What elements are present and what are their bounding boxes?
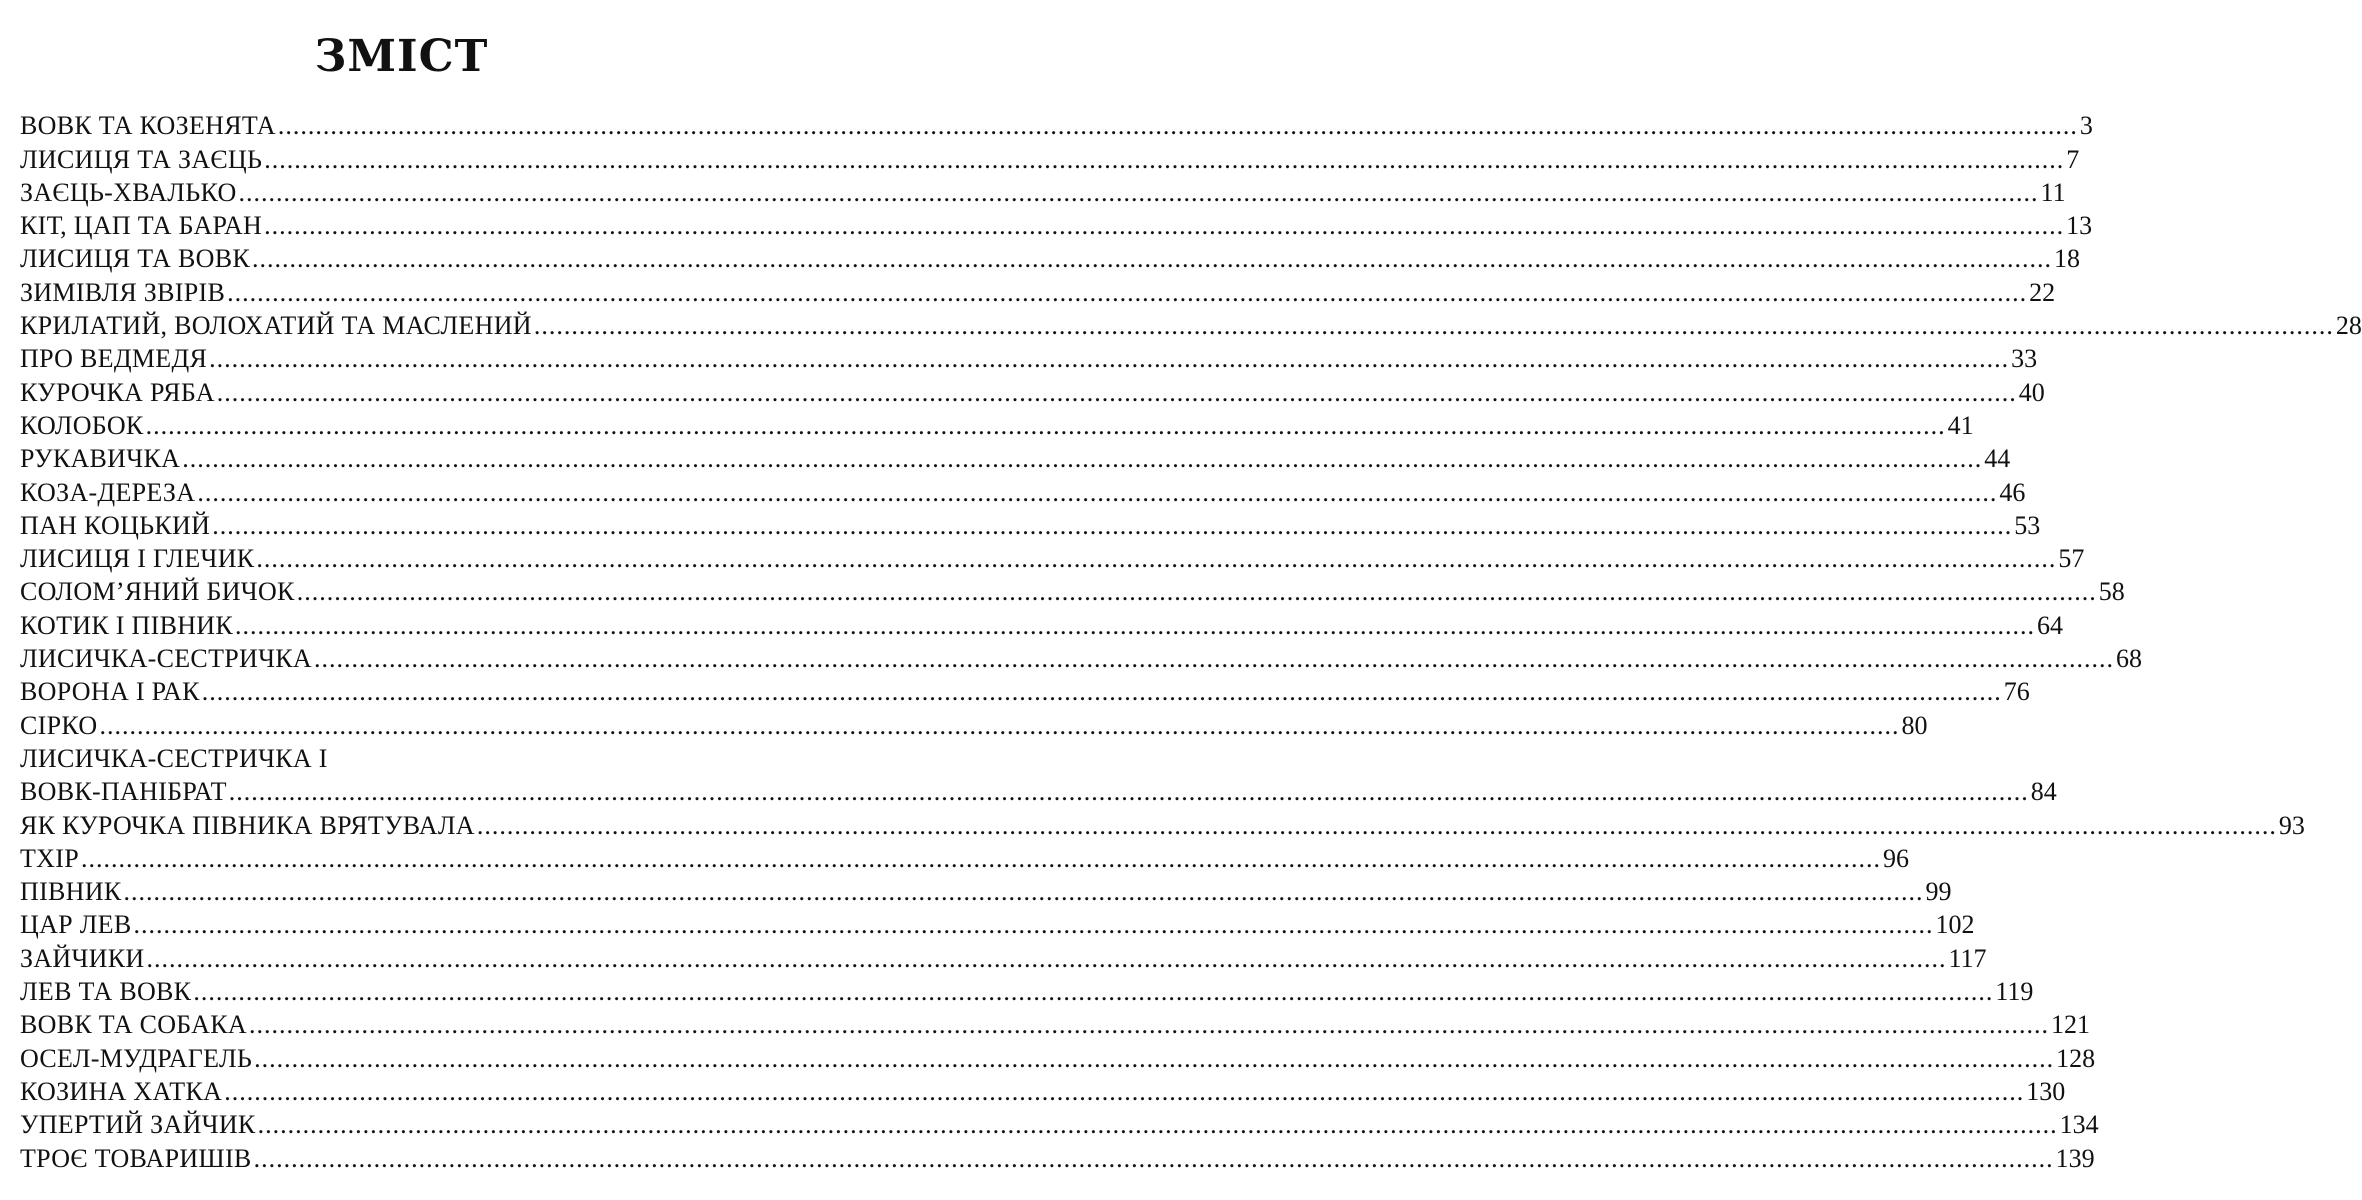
dot-leader: ................................................................................................................................................................................................................................................ (193, 977, 1994, 1007)
dot-leader: ................................................................................................................................................................................................................................................ (99, 710, 1900, 740)
toc-entry (20, 141, 2080, 174)
toc-entry-title: ЗАЄЦЬ-ХВАЛЬКО (20, 177, 237, 207)
dot-leader: ................................................................................................................................................................................................................................................ (235, 610, 2035, 640)
dot-leader: ................................................................................................................................................................................................................................................ (80, 843, 1881, 873)
table-of-contents (20, 108, 2362, 1174)
toc-entry (20, 1040, 2096, 1073)
toc-entry-title: ОСЕЛ-МУДРАГЕЛЬ (20, 1043, 253, 1073)
dot-leader: ................................................................................................................................................................................................................................................ (212, 510, 2013, 540)
page-title: ЗМІСТ (314, 31, 489, 82)
dot-leader: ................................................................................................................................................................................................................................................ (257, 1110, 2058, 1140)
dot-leader: ................................................................................................................................................................................................................................................ (133, 910, 1934, 940)
toc-page-number: 80 (1901, 710, 1928, 740)
dot-leader: ................................................................................................................................................................................................................................................ (182, 444, 1983, 474)
toc-entry-title: СОЛОМ’ЯНИЙ БИЧОК (20, 577, 295, 607)
toc-entry (20, 541, 2085, 574)
toc-entry-title: ЛИСИЦЯ ТА ЗАЄЦЬ (20, 144, 263, 174)
toc-entry-title: ВОВК ТА КОЗЕНЯТА (20, 111, 276, 141)
toc-page-number: 117 (1948, 943, 1987, 973)
toc-entry-title: ВОВК-ПАНІБРАТ (20, 777, 227, 807)
toc-entry-title: ПРО ВЕДМЕДЯ (20, 344, 208, 374)
toc-entry-title: КУРОЧКА РЯБА (20, 377, 215, 407)
dot-leader: ................................................................................................................................................................................................................................................ (123, 877, 1924, 907)
toc-page-number: 128 (2056, 1043, 2096, 1073)
dot-leader: ................................................................................................................................................................................................................................................ (248, 1010, 2049, 1040)
toc-page-number: 33 (2011, 344, 2038, 374)
toc-entry-title: УПЕРТИЙ ЗАЙЧИК (20, 1110, 256, 1140)
toc-entry-title: ЛИСИЧКА-СЕСТРИЧКА І (20, 743, 328, 773)
dot-leader: ................................................................................................................................................................................................................................................ (256, 544, 2057, 574)
toc-page-number: 139 (2055, 1143, 2095, 1173)
toc-page-number: 93 (2278, 810, 2305, 840)
toc-page-number: 40 (2018, 377, 2045, 407)
toc-entry (20, 508, 2041, 541)
dot-leader: ................................................................................................................................................................................................................................................ (264, 211, 2065, 241)
toc-entry-title: КОЗИНА ХАТКА (20, 1076, 223, 1106)
toc-page-number: 7 (2066, 144, 2080, 174)
dot-leader: ................................................................................................................................................................................................................................................ (146, 943, 1947, 973)
toc-entry (20, 674, 2030, 707)
dot-leader: ................................................................................................................................................................................................................................................ (224, 1076, 2025, 1106)
dot-leader: ................................................................................................................................................................................................................................................ (254, 1043, 2055, 1073)
toc-page-number: 102 (1935, 910, 1975, 940)
toc-page-number: 76 (2003, 677, 2030, 707)
toc-entry-title: КОТИК І ПІВНИК (20, 610, 233, 640)
toc-entry (20, 607, 2063, 640)
toc-page-number: 134 (2059, 1110, 2099, 1140)
toc-entry (20, 1007, 2090, 1040)
toc-entry (20, 841, 1909, 874)
dot-leader: ................................................................................................................................................................................................................................................ (296, 577, 2097, 607)
toc-entry (20, 474, 2026, 507)
dot-leader: ................................................................................................................................................................................................................................................ (209, 344, 2010, 374)
toc-entry-title: СІРКО (20, 710, 98, 740)
toc-entry-title: ЛЕВ ТА ВОВК (20, 977, 192, 1007)
toc-entry (20, 574, 2125, 607)
toc-page-number: 68 (2116, 644, 2143, 674)
toc-entry-title: ВОВК ТА СОБАКА (20, 1010, 247, 1040)
toc-entry (20, 374, 2045, 407)
toc-page-number: 64 (2037, 610, 2063, 640)
toc-page-number: 44 (1984, 444, 2011, 474)
dot-leader: ................................................................................................................................................................................................................................................ (216, 377, 2017, 407)
toc-entry (20, 807, 2305, 840)
toc-page-number: 18 (2054, 244, 2081, 274)
toc-entry-title: ВОРОНА І РАК (20, 677, 200, 707)
toc-page-number: 22 (2029, 277, 2056, 307)
toc-entry-title: ЛИСИЦЯ ТА ВОВК (20, 244, 251, 274)
dot-leader: ................................................................................................................................................................................................................................................ (314, 644, 2115, 674)
toc-entry (20, 108, 2093, 141)
toc-entry-title: КІТ, ЦАП ТА БАРАН (20, 211, 263, 241)
toc-entry (20, 907, 1975, 940)
dot-leader: ................................................................................................................................................................................................................................................ (197, 477, 1998, 507)
dot-leader: ................................................................................................................................................................................................................................................ (533, 311, 2334, 341)
toc-page-number: 119 (1995, 977, 2034, 1007)
toc-entry (20, 241, 2081, 274)
toc-page-number: 99 (1925, 877, 1952, 907)
toc-page-number: 84 (2030, 777, 2057, 807)
dot-leader: ................................................................................................................................................................................................................................................ (253, 1143, 2054, 1173)
toc-entry-title: ПАН КОЦЬКИЙ (20, 510, 211, 540)
toc-entry (20, 641, 2143, 674)
dot-leader: ................................................................................................................................................................................................................................................ (252, 244, 2053, 274)
toc-page-number: 3 (2079, 111, 2093, 141)
toc-entry-title: ЯК КУРОЧКА ПІВНИКА ВРЯТУВАЛА (20, 810, 475, 840)
toc-entry (20, 308, 2362, 341)
toc-entry-title: КОЗА-ДЕРЕЗА (20, 477, 196, 507)
dot-leader: ................................................................................................................................................................................................................................................ (238, 177, 2039, 207)
toc-entry-title: ТХІР (20, 843, 79, 873)
dot-leader: ................................................................................................................................................................................................................................................ (145, 410, 1946, 440)
toc-page-number: 53 (2014, 510, 2041, 540)
toc-entry-title: ТРОЄ ТОВАРИШІВ (20, 1143, 252, 1173)
toc-entry-title: ПІВНИК (20, 877, 122, 907)
toc-entry (20, 175, 2066, 208)
toc-page-number: 121 (2050, 1010, 2090, 1040)
toc-entry-title: ЗАЙЧИКИ (20, 943, 145, 973)
toc-page-number: 41 (1947, 410, 1974, 440)
toc-entry-title: ЦАР ЛЕВ (20, 910, 132, 940)
toc-entry-title: КОЛОБОК (20, 410, 144, 440)
toc-entry (20, 940, 1987, 973)
toc-entry-title: ЛИСИЧКА-СЕСТРИЧКА (20, 644, 313, 674)
toc-entry (20, 874, 1952, 907)
toc-entry (20, 707, 1928, 740)
toc-entry-title: ЗИМІВЛЯ ЗВІРІВ (20, 277, 226, 307)
toc-page-number: 11 (2040, 177, 2066, 207)
toc-entry (20, 408, 1974, 441)
dot-leader: ................................................................................................................................................................................................................................................ (201, 677, 2002, 707)
dot-leader: ................................................................................................................................................................................................................................................ (277, 111, 2078, 141)
toc-entry (20, 341, 2038, 374)
toc-entry (20, 208, 2093, 241)
toc-page-number: 130 (2026, 1076, 2066, 1106)
toc-entry (20, 974, 2034, 1007)
toc-page-number: 13 (2066, 211, 2093, 241)
toc-entry-title: РУКАВИЧКА (20, 444, 181, 474)
toc-entry-title: КРИЛАТИЙ, ВОЛОХАТИЙ ТА МАСЛЕНИЙ (20, 311, 532, 341)
dot-leader: ................................................................................................................................................................................................................................................ (228, 777, 2029, 807)
toc-entry-title: ЛИСИЦЯ І ГЛЕЧИК (20, 544, 255, 574)
toc-page-number: 57 (2058, 544, 2085, 574)
toc-entry (20, 1107, 2099, 1140)
toc-entry (20, 274, 2056, 307)
toc-entry (20, 741, 783, 774)
dot-leader: ................................................................................................................................................................................................................................................ (227, 277, 2028, 307)
dot-leader: ................................................................................................................................................................................................................................................ (264, 144, 2065, 174)
toc-entry (20, 1140, 2095, 1173)
toc-page-number: 46 (1999, 477, 2026, 507)
toc-entry (20, 441, 2011, 474)
toc-entry (20, 1074, 2066, 1107)
dot-leader: ................................................................................................................................................................................................................................................ (476, 810, 2277, 840)
toc-page-number: 28 (2335, 311, 2362, 341)
toc-entry (20, 774, 2057, 807)
toc-page-number: 96 (1882, 843, 1909, 873)
toc-page-number: 58 (2098, 577, 2125, 607)
